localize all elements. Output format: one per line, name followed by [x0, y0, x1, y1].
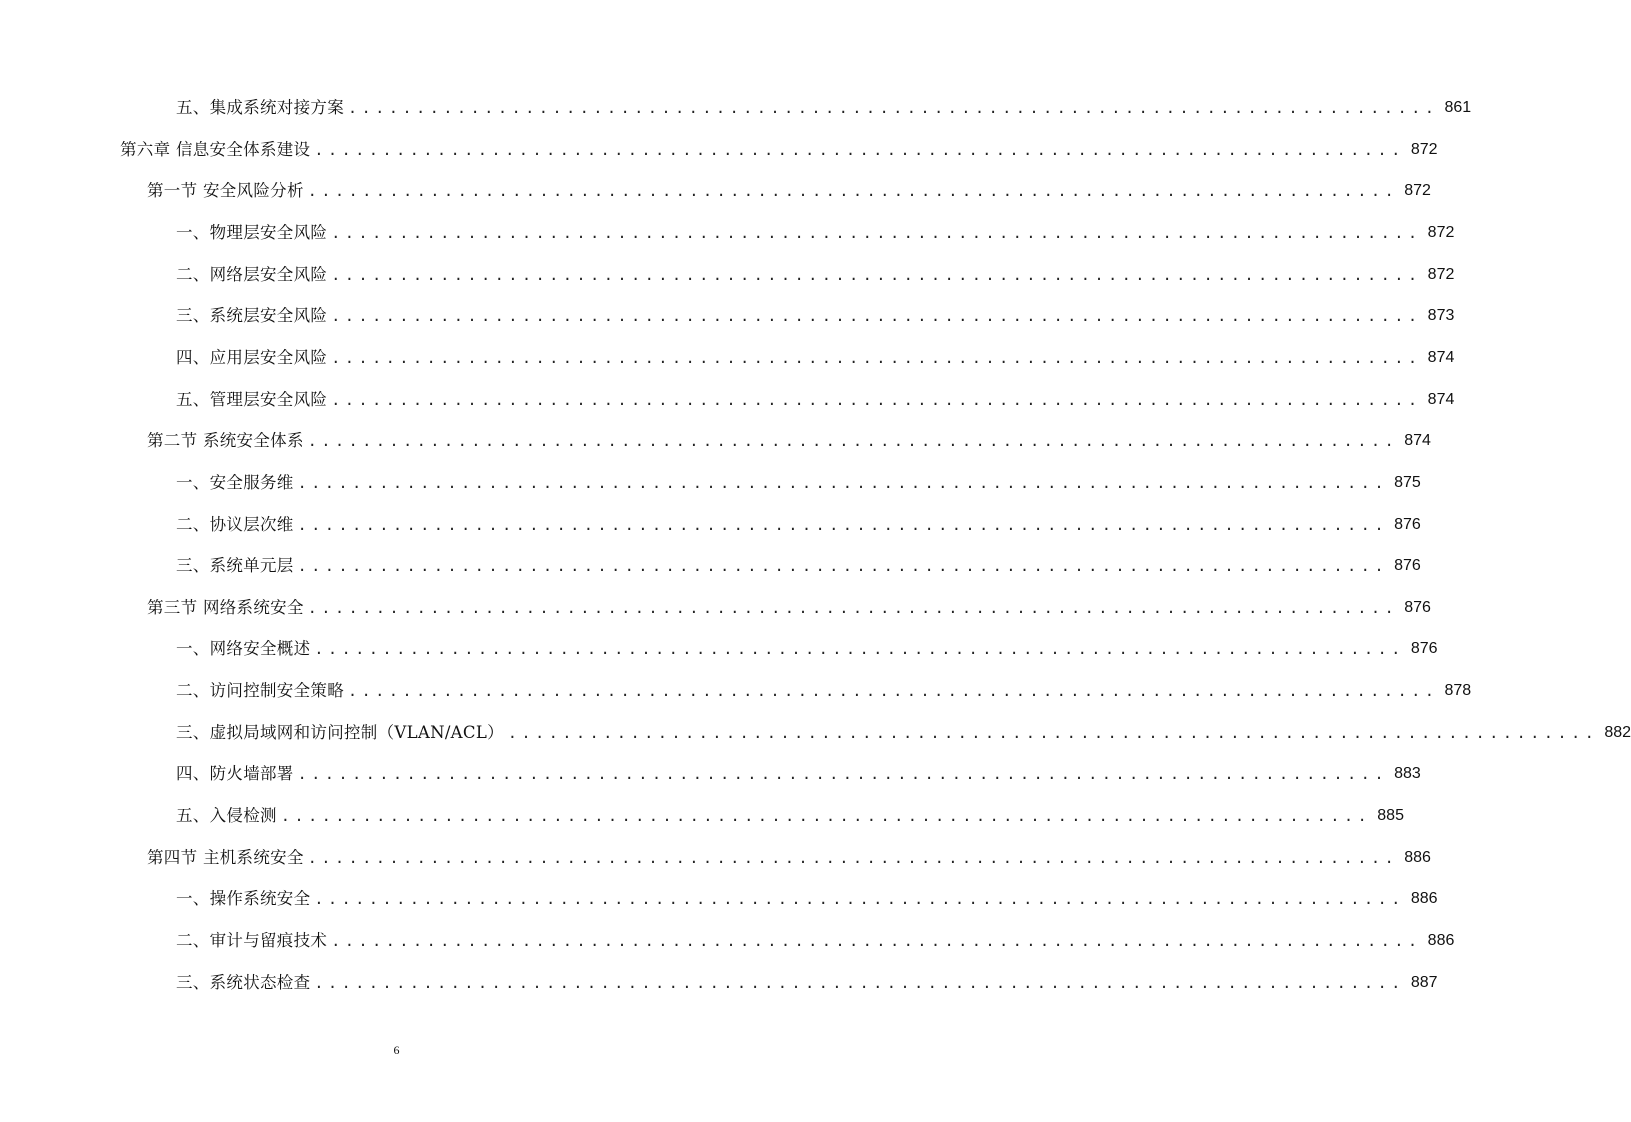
toc-entry-title: 一、物理层安全风险: [176, 222, 328, 242]
toc-entry: [147, 596, 1431, 620]
toc-entry-page: 872: [1404, 182, 1431, 200]
toc-entry-page: 886: [1404, 848, 1431, 866]
toc-entry: [176, 388, 1455, 412]
toc-entry-title: 第六章 信息安全体系建设: [120, 139, 311, 159]
toc-entry: [176, 679, 1472, 703]
dot-leader: ................................................................................: [307, 848, 1399, 867]
dot-leader: ................................................................................: [348, 99, 1439, 117]
dot-leader: ................................................................................: [307, 182, 1399, 201]
toc-entry-title: 一、操作系统安全: [176, 889, 311, 909]
toc-entry-page: 861: [1444, 99, 1472, 116]
toc-entry-title: 第三节 网络系统安全: [147, 597, 304, 617]
toc-entry: [176, 887, 1438, 911]
toc-entry-title: 二、审计与留痕技术: [176, 931, 328, 950]
toc-entry: [176, 637, 1438, 661]
dot-leader: ................................................................................: [331, 390, 1422, 409]
dot-leader: ................................................................................: [297, 515, 1389, 534]
dot-leader: ................................................................................: [331, 348, 1422, 367]
toc-entry-page: 886: [1410, 890, 1438, 908]
toc-entry: [176, 971, 1438, 995]
toc-entry-title: 五、集成系统对接方案: [176, 98, 344, 117]
toc-entry-title: 第二节 系统安全体系: [147, 431, 304, 451]
dot-leader: ................................................................................: [280, 807, 1372, 826]
toc-entry-page: 872: [1427, 223, 1455, 241]
toc-entry-title: 一、安全服务维: [176, 472, 294, 492]
toc-entry: [176, 762, 1421, 786]
dot-leader: ................................................................................: [331, 932, 1422, 950]
toc-entry-title: 四、防火墙部署: [176, 764, 294, 784]
toc-entry-title: 二、协议层次维: [176, 514, 294, 534]
dot-leader: ................................................................................: [348, 682, 1439, 701]
dot-leader: ................................................................................: [307, 432, 1399, 451]
dot-leader: ................................................................................: [507, 723, 1599, 742]
toc-entry-page: 872: [1410, 140, 1438, 158]
toc-entry-page: 875: [1394, 473, 1421, 491]
toc-entry-page: 872: [1427, 265, 1455, 283]
dot-leader: ................................................................................: [307, 598, 1399, 617]
toc-entry-page: 887: [1410, 973, 1438, 991]
toc-entry: [120, 138, 1438, 162]
toc-entry-title: 三、系统单元层: [176, 556, 294, 576]
dot-leader: ................................................................................: [297, 473, 1389, 492]
toc-entry-page: 876: [1410, 640, 1438, 658]
toc-entry: [176, 471, 1421, 495]
dot-leader: ................................................................................: [314, 890, 1405, 909]
toc-entry-page: 885: [1377, 807, 1404, 825]
toc-entry-page: 876: [1394, 515, 1421, 533]
toc-entry-title: 二、访问控制安全策略: [176, 681, 344, 701]
toc-entry: [176, 346, 1455, 370]
toc-entry: [176, 554, 1421, 578]
toc-entry-title: 三、系统层安全风险: [176, 306, 328, 326]
toc-entry: [147, 179, 1431, 203]
toc-entry: [147, 846, 1431, 870]
dot-leader: ................................................................................: [297, 765, 1389, 784]
toc-entry-title: 第四节 主机系统安全: [147, 847, 304, 867]
toc-entry: [176, 513, 1421, 537]
dot-leader: ................................................................................: [314, 973, 1405, 992]
toc-entry-page: 876: [1404, 598, 1431, 616]
toc-entry-page: 886: [1427, 932, 1455, 949]
toc-entry-title: 三、虚拟局域网和访问控制（VLAN/ACL）: [176, 722, 504, 742]
toc-entry-page: 883: [1394, 765, 1421, 783]
toc-entry-page: 873: [1427, 307, 1455, 325]
dot-leader: ................................................................................: [331, 223, 1422, 242]
toc-entry-title: 二、网络层安全风险: [176, 264, 328, 284]
toc-entry-title: 五、入侵检测: [176, 806, 277, 826]
toc-entry: [176, 221, 1455, 245]
toc-entry-title: 一、网络安全概述: [176, 639, 311, 659]
toc-entry: [176, 263, 1455, 287]
toc-entry: [147, 429, 1431, 453]
toc-entry-title: 四、应用层安全风险: [176, 347, 328, 367]
dot-leader: ................................................................................: [331, 265, 1422, 284]
toc-entry-title: 三、系统状态检查: [176, 972, 311, 992]
toc-entry-title: 五、管理层安全风险: [176, 389, 328, 409]
toc-entry: [176, 929, 1455, 953]
dot-leader: ................................................................................: [297, 557, 1389, 576]
toc-entry: [176, 304, 1455, 328]
toc-entry-page: 878: [1444, 682, 1472, 700]
toc-entry-page: 874: [1404, 432, 1431, 450]
toc-entry: [176, 96, 1472, 120]
toc-entry: [176, 804, 1404, 828]
dot-leader: ................................................................................: [314, 640, 1405, 659]
page-number: 6: [393, 1043, 400, 1057]
toc-entry: [176, 721, 1631, 745]
toc-entry-page: 876: [1394, 557, 1421, 575]
toc-entry-page: 874: [1427, 390, 1455, 408]
toc-entry-page: 874: [1427, 348, 1455, 366]
dot-leader: ................................................................................: [331, 307, 1422, 326]
toc-entry-title: 第一节 安全风险分析: [147, 181, 304, 201]
toc-entry-page: 882: [1604, 723, 1631, 741]
dot-leader: ................................................................................: [314, 140, 1405, 159]
